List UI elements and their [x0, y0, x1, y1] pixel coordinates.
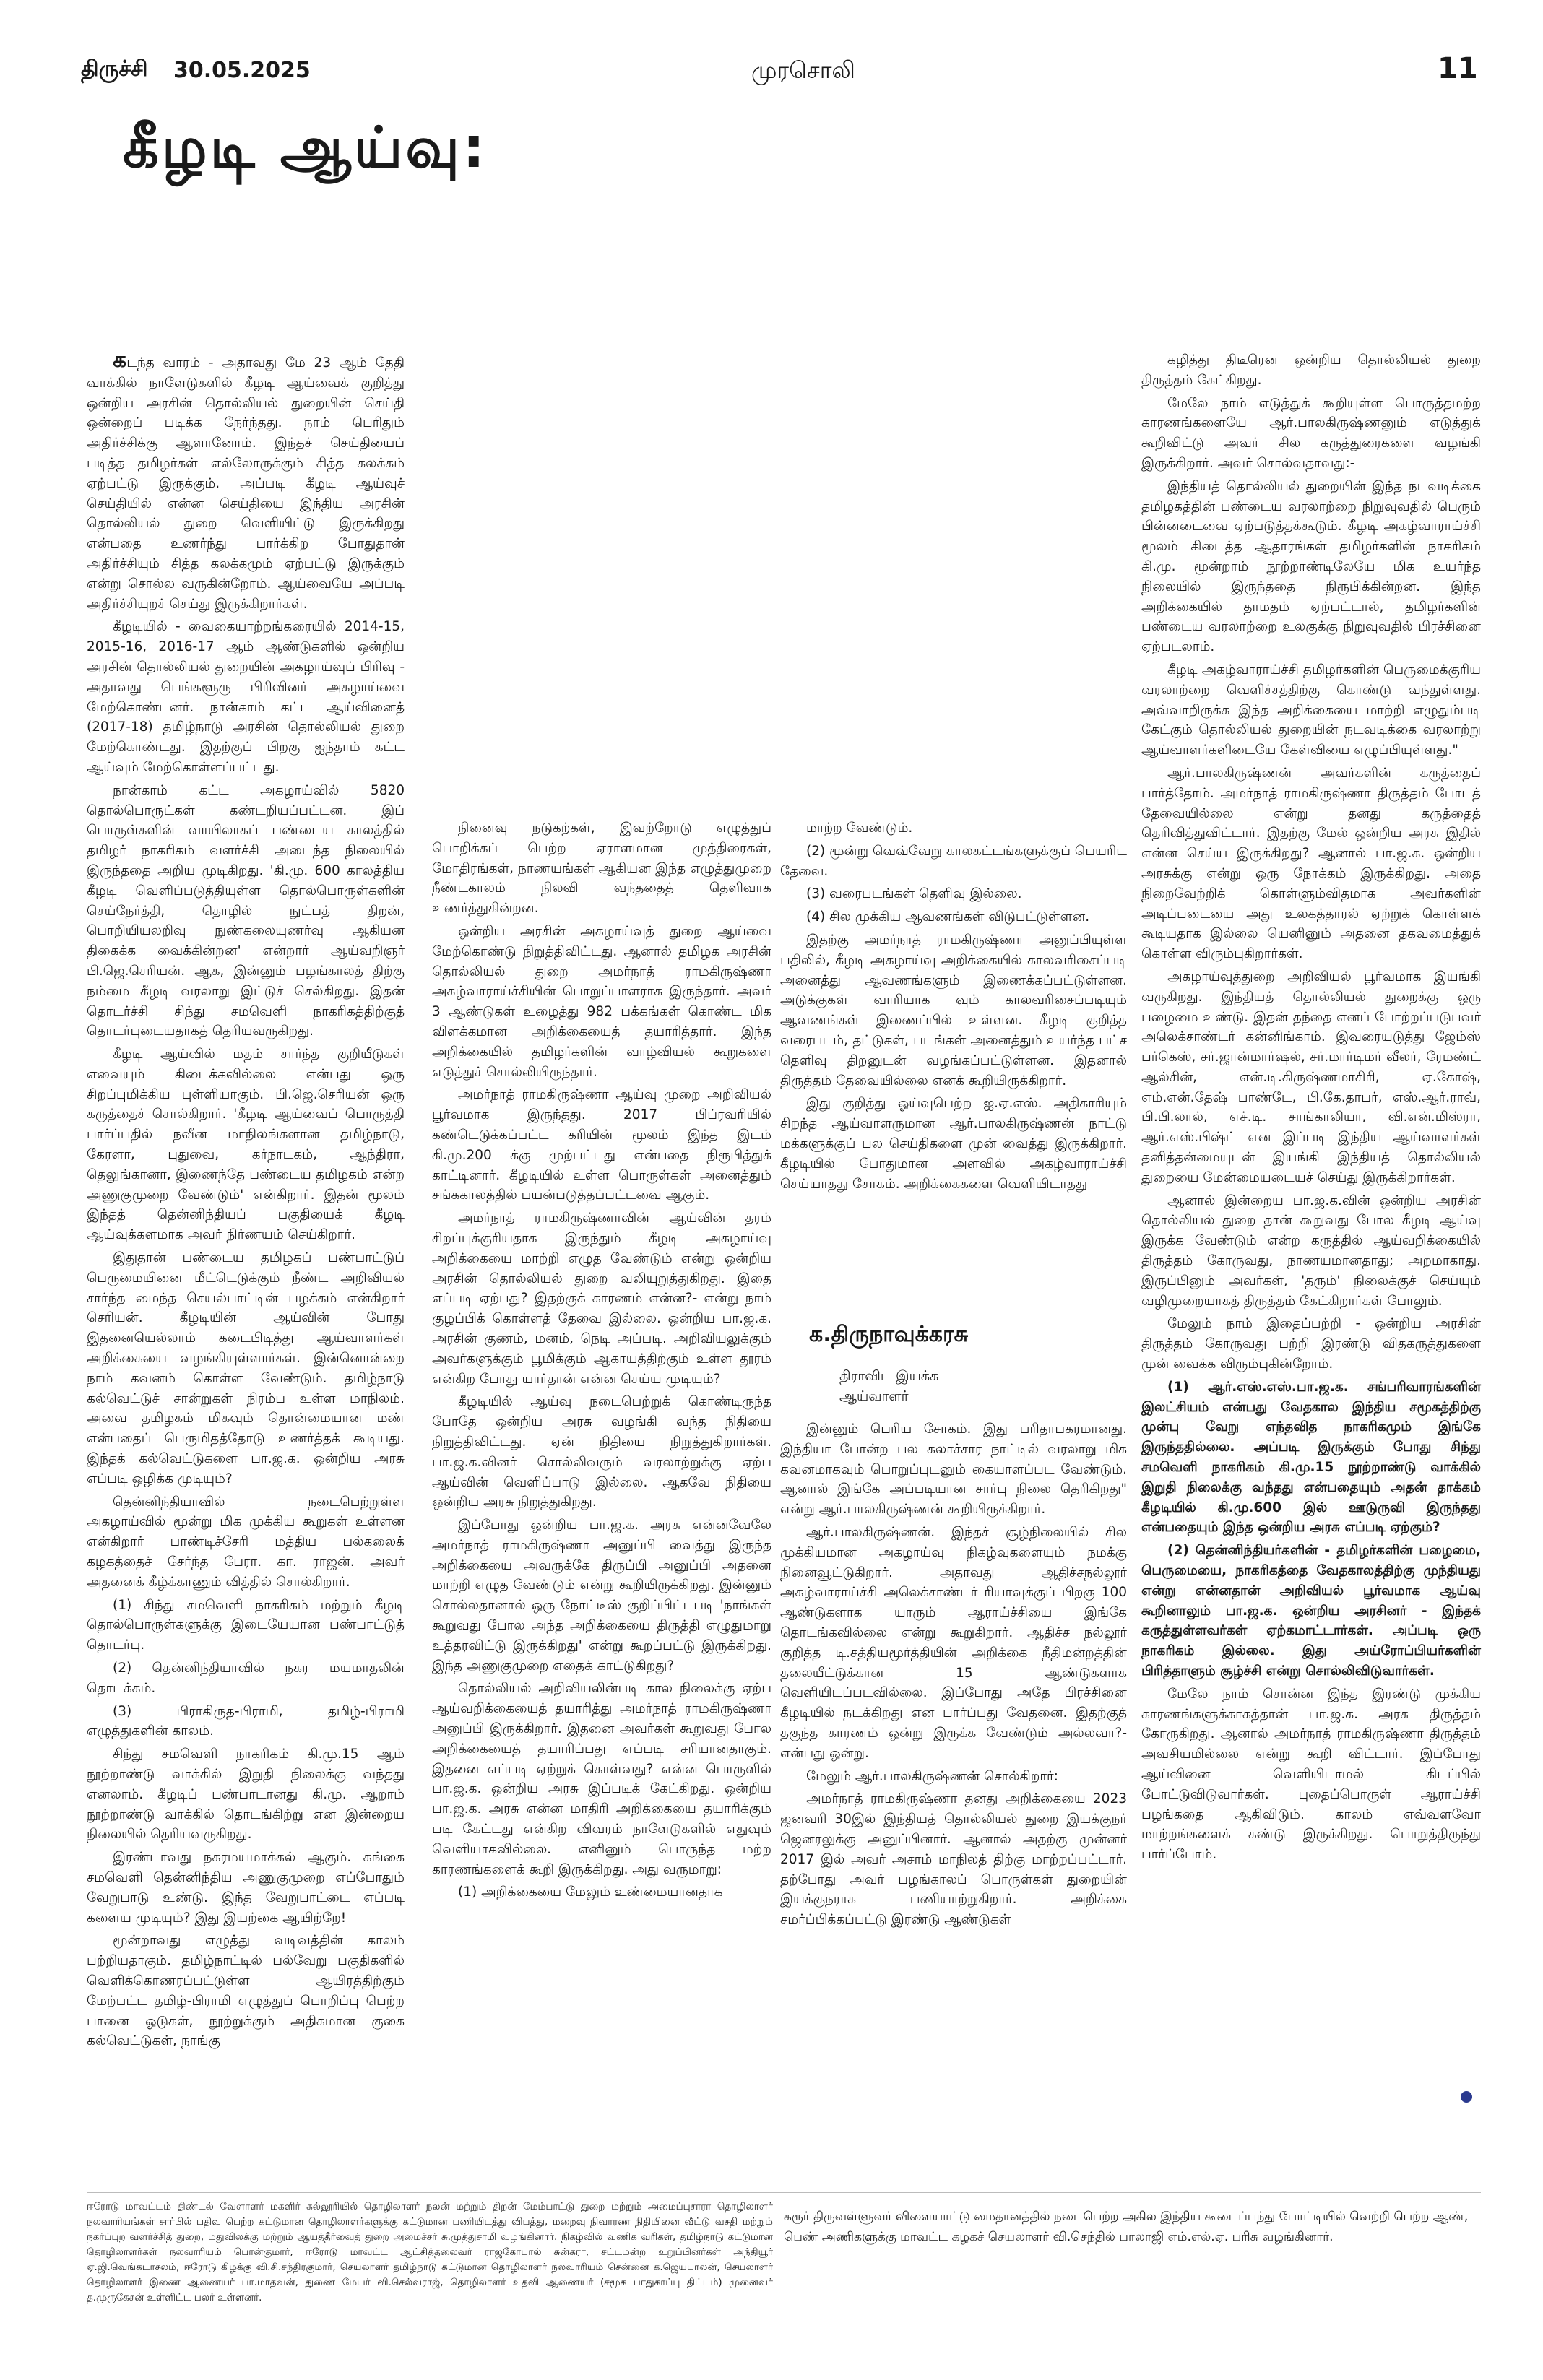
article-end-mark: [1461, 2091, 1472, 2103]
article-paragraph: அகழாய்வுத்துறை அறிவியல் பூர்வமாக இயங்கி வருகிறது. இந்தியத் தொல்லியல் துறைக்கு ஒரு பழைமை உண்டு. இதன் தந்தை எனப் போற்றப்படுபவர் அலெக்சாண்டர் கன்னிங்காம். இவரையடுத்து ஜேம்ஸ் பர்கெஸ், சர்.ஜான்மார்ஷல், சர்.மார்டிமர் வீலர், ரேமண்ட் ஆல்சின், என்.டி.கிருஷ்ணமாசிரி, ஏ.கோஷ், எம்.என்.தேஷ் பாண்டே, பி.கே.தாபர், எஸ்.ஆர்.ராவ், பி.பி.லால், எச்.டி. சாங்காலியா, வி.என்.மிஸ்ரா, ஆர்.எஸ்.பிஷ்ட் என இப்படி இந்திய ஆய்வாளர்கள் தனித்தன்மையுடன் இயங்கி இந்தியத் தொல்லியல் துறையை மேன்மையடையச் செய்து இருக்கிறார்கள்.: [1141, 969, 1481, 1185]
article-paragraph: அமர்நாத் ராமகிருஷ்ணாவின் ஆய்வின் தரம் சிறப்புக்குரியதாக இருந்தும் கீழடி அகழாய்வு அறிக்கையை மாற்றி எழுத வேண்டும் என்று ஒன்றிய அரசின் தொல்லியல் துறை வலியுறுத்துகிறது. இதை எப்படி ஏற்பது? இதற்குக் காரணம் என்ன?- என்று நாம் குழப்பிக் கொள்ளத் தேவை இல்லை. ஒன்றிய பா.ஜ.க. அரசின் குணம், மனம், நெடி அப்படி. அறிவியலுக்கும் அவர்களுக்கும் பூமிக்கும் ஆகாயத்திற்கும் உள்ள தூரம் என்கிற போது யார்தான் என்ன செய்ய முடியும்?: [432, 1211, 772, 1387]
article-paragraph: (3) பிராகிருத-பிராமி, தமிழ்-பிராமி எழுத்துகளின் காலம்.: [87, 1703, 405, 1739]
article-column-4: [1141, 350, 1481, 1868]
article-paragraph: ஒன்றிய அரசின் அகழாய்வுத் துறை ஆய்வை மேற்கொண்டு நிறுத்திவிட்டது. ஆனால் தமிழக அரசின் தொல்லியல் துறை அமர்நாத் ராமகிருஷ்ணா அகழ்வாராய்ச்சியின் பொறுப்பாளராக இருந்தார். அவர் 3 ஆண்டுகள் உழைத்து 982 பக்கங்கள் கொண்ட மிக விளக்கமான அறிக்கையைத் தயாரித்தார். இந்த அறிக்கையில் தமிழர்களின் வாழ்வியல் கூறுகளை எடுத்துச் சொல்லியிருந்தார்.: [432, 923, 772, 1080]
article-paragraph: கீழடி அகழ்வாராய்ச்சி தமிழர்களின் பெருமைக்குரிய வரலாற்றை வெளிச்சத்திற்கு கொண்டு வந்துள்ளது. அவ்வாறிருக்க இந்த அறிக்கையை மாற்றி எழுதும்படி கேட்கும் தொல்லியல் துறையின் நடவடிக்கை வரலாற்று ஆய்வாளர்களிடையே கேள்வியை எழுப்பியுள்ளது.": [1141, 662, 1481, 758]
article-paragraph: (2) தென்னிந்தியாவில் நகர மயமாதலின் தொடக்கம்.: [87, 1661, 405, 1696]
article-paragraph: மேலே நாம் சொன்ன இந்த இரண்டு முக்கிய காரணங்களுக்காகத்தான் பா.ஜ.க. அரசு திருத்தம் கோருகிறது. ஆனால் அமர்நாத் ராமகிருஷ்ணா திருத்தம் அவசியமில்லை என்று கூறி விட்டார். இப்போது ஆய்வினை வெளியிடாமல் கிடப்பில் போட்டுவிடுவார்கள். புதைப்பொருள் ஆராய்ச்சி பழங்கதை ஆகிவிடும். காலம் எவ்வளவோ மாற்றங்களைக் கண்டு இருக்கிறது. பொறுத்திருந்து பார்ப்போம்.: [1141, 1686, 1481, 1863]
article-paragraph: நான்காம் கட்ட அகழாய்வில் 5820 தொல்பொருட்கள் கண்டறியப்பட்டன. இப் பொருள்களின் வாயிலாகப் பண்டைய காலத்தில் தமிழர் நாகரிகம் வளர்ச்சி அடைந்த நிலையில் இருந்ததை அறிய முடிகிறது. 'கி.மு. 600 காலத்திய கீழடி வெளிப்படுத்தியுள்ள தொல்பொருள்களின் செய்நேர்த்தி, தொழில் நுட்பத் திறன், பொறியியலறிவு நுண்கலையுணர்வு ஆகியன திகைக்க வைக்கின்றன' என்றார் ஆய்வறிஞர் பி.ஜெ.செரியன். ஆக, இன்னும் பழங்காலத் திற்கு நம்மை கீழடி வரலாறு இட்டுச் செல்கிறது. இதன் தொடர்ச்சி சிந்து சமவெளி நாகரிகத்திற்குத் தொடர்புடையதாகத் தெரியவருகிறது.: [87, 782, 405, 1039]
article-paragraph: மூன்றாவது எழுத்து வடிவத்தின் காலம் பற்றியதாகும். தமிழ்நாட்டில் பல்வேறு பகுதிகளில் வெளிக்கொணரப்பட்டுள்ள ஆயிரத்திற்கும் மேற்பட்ட தமிழ்-பிராமி எழுத்துப் பொறிப்பு பெற்ற பானை ஓடுகள், நூற்றுக்கும் அதிகமான குகை கல்வெட்டுகள், நாங்கு: [87, 1933, 405, 2049]
masthead-paper-name: முரசொலி: [751, 56, 855, 84]
masthead-date: 30.05.2025: [173, 58, 311, 83]
article-paragraph: (2) மூன்று வெவ்வேறு காலகட்டங்களுக்குப் பெயரிட தேவை.: [780, 843, 1127, 879]
article-paragraph: கீழடியில் - வைகையாற்றங்கரையில் 2014-15, 2015-16, 2016-17 ஆம் ஆண்டுகளில் ஒன்றிய அரசின் தொல்லியல் துறையின் அகழாய்வுப் பிரிவு - அதாவது பெங்களூரு பிரிவினர் அகழாய்வை மேற்கொண்டனர். நான்காம் கட்ட ஆய்வினைத் (2017-18) தமிழ்நாடு அரசின் தொல்லியல் துறை மேற்கொண்டது. இதற்குப் பிறகு ஐந்தாம் கட்ட ஆய்வும் மேற்கொள்ளப்பட்டது.: [87, 619, 405, 775]
author-role: [839, 1366, 1112, 1406]
article-paragraph: ஆனால் இன்றைய பா.ஜ.க.வின் ஒன்றிய அரசின் தொல்லியல் துறை தான் கூறுவது போல கீழடி ஆய்வு இருக்க வேண்டும் என்ற கருத்தில் ஆய்வறிக்கையில் திருத்தம் கோருவது, நாணயமானதாது; அறமாகாது. இருப்பினும் அவர்கள், 'தரும்' நிலைக்குச் செய்யும் வழிமுறையாகத் திருத்தம் கேட்கிறார்கள் போலும்.: [1141, 1193, 1481, 1309]
article-paragraph: அமர்நாத் ராமகிருஷ்ணா தனது அறிக்கையை 2023 ஜனவரி 30இல் இந்தியத் தொல்லியல் துறை இயக்குநர் ஜெனரலுக்கு அனுப்பினார். ஆனால் அதற்கு முன்னர் 2017 இல் அவர் அசாம் மாநிலத் திற்கு மாற்றப்பட்டார். தற்போது அவர் பழங்காலப் பொருள்கள் துறையின் இயக்குநராக பணியாற்றுகிறார். அறிக்கை சமர்ப்பிக்கப்பட்டு இரண்டு ஆண்டுகள்: [780, 1791, 1127, 1928]
article-paragraph: கழித்து திடீரென ஒன்றிய தொல்லியல் துறை திருத்தம் கேட்கிறது.: [1141, 352, 1481, 388]
article-paragraph: (1) ஆர்.எஸ்.எஸ்.பா.ஜ.க. சங்பரிவாரங்களின் இலட்சியம் என்பது வேதகால இந்திய சமூகத்திற்கு முன்பு வேறு எந்தவித நாகரிகமும் இங்கே இருந்ததில்லை. அப்படி இருக்கும் போது சிந்து சமவெளி நாகரிகம் கி.மு.15 நூற்றாண்டு வாக்கில் இறுதி நிலைக்கு வந்தது என்பதையும் அதன் தாக்கம் கீழடியில் கி.மு.600 இல் ஊடுருவி இருந்தது என்பதையும் இந்த ஒன்றிய அரசு எப்படி ஏற்கும்?: [1141, 1379, 1481, 1536]
article-paragraph: கடந்த வாரம் - அதாவது மே 23 ஆம் தேதி வாக்கில் நாளேடுகளில் கீழடி ஆய்வைக் குறித்து ஒன்றிய அரசின் தொல்லியல் துறையின் செய்தி ஒன்றைப் படிக்க நேர்ந்தது. நாம் பெரிதும் அதிர்ச்சிக்கு ஆளானோம். இந்தச் செய்தியைப் படித்த தமிழர்கள் எல்லோருக்கும் சித்த கலக்கம் ஏற்பட்டு இருக்கும். அப்படி கீழடி ஆய்வுச் செய்தியில் என்ன செய்தியை இந்திய அரசின் தொல்லியல் துறை வெளியிட்டு இருக்கிறது என்பதை உணர்ந்து பார்க்கிற போதுதான் அதிர்ச்சியும் சித்த கலக்கமும் ஏற்பட்டு இருக்கும் என்று சொல்ல வருகின்றோம். ஆய்வையே அப்படி அதிர்ச்சியுறச் செய்து இருக்கிறார்கள்.: [87, 347, 405, 612]
article-column-2: [432, 818, 772, 1905]
author-role-line-1: திராவிட இயக்க: [839, 1368, 939, 1384]
article-paragraph: இந்தியத் தொல்லியல் துறையின் இந்த நடவடிக்கை தமிழகத்தின் பண்டைய வரலாற்றை நிறுவுவதில் பெரும் பின்னடைவை ஏற்படுத்தக்கூடும். கீழடி அகழ்வாராய்ச்சி மூலம் கிடைத்த ஆதாரங்கள் தமிழர்களின் நாகரிகம் கி.மு. மூன்றாம் நூற்றாண்டிலேயே மிக உயர்ந்த நிலையில் இருந்ததை நிரூபிக்கின்றன. இந்த அறிக்கையில் தாமதம் ஏற்பட்டால், தமிழர்களின் பண்டைய வரலாற்றை உலகுக்கு நிறுவுவதில் பிரச்சினை ஏற்படலாம்.: [1141, 478, 1481, 655]
article-paragraph: மேலே நாம் எடுத்துக் கூறியுள்ள பொருத்தமற்ற காரணங்களையே ஆர்.பாலகிருஷ்ணனும் எடுத்துக் கூறிவிட்டு அவர் சில கருத்துரைகளை வழங்கி இருக்கிறார். அவர் சொல்வதாவது:-: [1141, 395, 1481, 471]
article-paragraph: கீழடியில் ஆய்வு நடைபெற்றுக் கொண்டிருந்த போதே ஒன்றிய அரசு வழங்கி வந்த நிதியை நிறுத்திவிட்டது. ஏன் நிதியை நிறுத்துகிறார்கள். பா.ஜ.க.வினர் சொல்லிவரும் வரலாற்றுக்கு ஏற்ப ஆய்வின் வெளிப்பாடு இல்லை. ஆகவே நிதியை ஒன்றிய அரசு நிறுத்துகிறது.: [432, 1394, 772, 1510]
article-paragraph: இதற்கு அமர்நாத் ராமகிருஷ்ணா அனுப்பியுள்ள பதிலில், கீழடி அகழாய்வு அறிக்கையில் காலவரிசைப்படி அனைத்து ஆவணங்களும் இணைக்கப்பட்டுள்ளன. அடுக்குகள் வாரியாக வும் காலவரிசைப்படியும் ஆவணங்கள் இணைப்பில் உள்ளன. கீழடி குறித்த வரைபடம், தட்டுகள், படங்கள் அனைத்தும் உயர்ந்த பட்ச தெளிவு திறனுடன் வழங்கப்பட்டுள்ளன. இதனால் திருத்தம் தேவையில்லை எனக் கூறியிருக்கிறார்.: [780, 932, 1127, 1089]
article-paragraph: இதுதான் பண்டைய தமிழகப் பண்பாட்டுப் பெருமையினை மீட்டெடுக்கும் நீண்ட அறிவியல் சார்ந்த மைந்த செயல்பாட்டின் பழக்கம் என்கிறார் செரியன். கீழடியின் ஆய்வின் போது இதனையெல்லாம் கடைபிடித்து ஆய்வாளர்கள் அறிக்கையை வழங்கியுள்ளார்கள். இன்னொன்றை நாம் கவனம் கொள்ள வேண்டும். தமிழ்நாடு கல்வெட்டுச் சான்றுகள் நிரம்ப உள்ள மாநிலம். அவை தமிழகம் மிகவும் தொன்மையான மண் என்பதைப் பெருமிதத்தோடு உணர்த்தக் கூடியது. இந்தக் கல்வெட்டுகளை பா.ஜ.க. ஒன்றிய அரசு எப்படி ஒழிக்க முடியும்?: [87, 1250, 405, 1487]
article-paragraph: (3) வரைபடங்கள் தெளிவு இல்லை.: [806, 886, 1022, 902]
masthead-city: திருச்சி: [81, 56, 148, 82]
article-headline: கீழடி ஆய்வு:: [123, 116, 488, 181]
article-paragraph: சிந்து சமவெளி நாகரிகம் கி.மு.15 ஆம் நூற்றாண்டு வாக்கில் இறுதி நிலைக்கு வந்தது எனலாம். கீழடிப் பண்பாடானது கி.மு. ஆறாம் நூற்றாண்டு வாக்கில் தொடங்கிற்று என இன்றைய நிலையில் தெரியவருகிறது.: [87, 1747, 405, 1843]
footer-caption-left: ஈரோடு மாவட்டம் திண்டல் வேளாளர் மகளிர் கல்லூரியில் தொழிலாளர் நலன் மற்றும் திறன் மேம்பாட்டு துறை மற்றும் அமைப்புசாரா தொழிலாளர் நலவாரியங்கள் சார்பில் பதிவு பெற்ற கட்டுமான தொழிலாளர்களுக்கு கட்டுமான பணியிடத்து விபத்து, மறைவு நிவாரண நிதியினை வீட்டு வசதி மற்றும் நகர்ப்புற வளர்ச்சித் துறை, மதுவிலக்கு மற்றும் ஆயத்தீர்வைத் துறை அமைச்சர் சு.முத்துசாமி வழங்கினார். நிகழ்வில் வணிக வரிகள், தமிழ்நாடு கட்டுமான தொழிலாளர்கள் நலவாரியம் பொன்குமார், ஈரோடு மாவட்ட ஆட்சித்தலைவர் ராஜகோபால் சுன்கரா, சட்டமன்ற உறுப்பினர்கள் அந்தியூர் ஏ.ஜி.வெங்கடாசலம், ஈரோடு கிழக்கு வி.சி.சந்திரகுமார், செயலாளர் தமிழ்நாடு கட்டுமான தொழிலாளர் நலவாரியம் சென்னை க.ஜெயபாலன், செயலாளர் தொழிலாளர் இணை ஆணையர் பா.மாதவன், துணை மேயர் வி.செல்வராஜ், தொழிலாளர் உதவி ஆணையர் (சமூக பாதுகாப்பு திட்டம்) முனைவர் த.முருகேசன் உள்ளிட்ட பலர் உள்ளனர்.: [87, 2201, 773, 2303]
article-paragraph: கீழடி ஆய்வில் மதம் சார்ந்த குறியீடுகள் எவையும் கிடைக்கவில்லை என்பது ஒரு சிறப்புமிக்கிய புள்ளியாகும். பி.ஜெ.செரியன் ஒரு கருத்தைச் சொல்கிறார். 'கீழடி ஆய்வைப் பொருத்தி பார்ப்பதில் நவீன மாநிலங்களான தமிழ்நாடு, கேரளா, புதுவை, கர்நாடகம், ஆந்திரா, தெலுங்கானா, இணைந்தே பண்டைய தமிழகம் என்ற அணுகுமுறை வேண்டும்' என்கிறார். இதன் மூலம் இந்தத் தென்னிந்தியப் பகுதியைக் கீழடி ஆய்வுக்களமாக அவர் நிர்ணயம் செய்கிறார்.: [87, 1047, 405, 1243]
article-paragraph: தென்னிந்தியாவில் நடைபெற்றுள்ள அகழாய்வில் மூன்று மிக முக்கிய கூறுகள் உள்ளன என்கிறார் பாண்டிச்சேரி மத்திய பல்கலைக் கழகத்தைச் சேர்ந்த பேரா. கா. ராஜன். அவர் அதனைக் கீழ்க்காணும் வித்தில் சொல்கிறார்.: [87, 1494, 405, 1590]
author-role-line-2: ஆய்வாளர்: [839, 1388, 909, 1404]
article-paragraph: தொல்லியல் அறிவியலின்படி கால நிலைக்கு ஏற்ப ஆய்வறிக்கையைத் தயாரித்து அமர்நாத் ராமகிருஷ்ணா அனுப்பி இருக்கிறார். இதனை அவர்கள் கூறுவது போல அறிக்கையைத் தயாரிப்பது எப்படி சரியானதாகும். இதனை எப்படி ஏற்றுக் கொள்வது? என்ன பொருளில் பா.ஜ.க. ஒன்றிய அரசு இப்படிக் கேட்கிறது. ஒன்றிய பா.ஜ.க. அரசு என்ன மாதிரி அறிக்கையை தயாரிக்கும் படி கேட்டது என்கிற விவரம் நாளேடுகளில் எதுவும் வெளியாகவில்லை. எனினும் பொருந்த மற்ற காரணங்களைக் கூறி இருக்கிறது. அது வருமாறு:: [432, 1681, 772, 1877]
article-paragraph: இப்போது ஒன்றிய பா.ஜ.க. அரசு என்னவேலே அமர்நாத் ராமகிருஷ்ணா அனுப்பி வைத்து இருந்த அறிக்கையை அவருக்கே திருப்பி அனுப்பி அதனை மாற்றி எழுத வேண்டும் என்று கூறியிருக்கிறது. இன்னும் சொல்லதானால் ஒரு நோட்டீஸ் குறிப்பிட்டபடி 'நாங்கள் கூறுவது போல அந்த அறிக்கையை திருத்தி எழுதுமாறு உத்தரவிட்டு இருக்கிறது' என்று கூறப்பட்டு இருக்கிறது. இந்த அணுகுமுறை எதைக் காட்டுகிறது?: [432, 1518, 772, 1674]
footer-caption-right: கரூர் திருவள்ளுவர் விளையாட்டு மைதானத்தில் நடைபெற்ற அகில இந்திய கூடைப்பந்து போட்டியில் வெற்றி பெற்ற ஆண், பெண் அணிகளுக்கு மாவட்ட கழகச் செயலாளர் வி.செந்தில் பாலாஜி எம்.எல்.ஏ. பரிசு வழங்கினார்.: [784, 2210, 1469, 2244]
article-paragraph: ஆர்.பாலகிருஷ்ணன். இந்தச் சூழ்நிலையில் சில முக்கியமான அகழாய்வு நிகழ்வுகளையும் நமக்கு நினைவூட்டுகிறார். அதாவது ஆதிச்சநல்லூர் அகழ்வாராய்ச்சி அலெக்சாண்டர் ரியாவுக்குப் பிறகு 100 ஆண்டுகளாக யாரும் ஆராய்ச்சியை இங்கே தொடங்கவில்லை என்று கூறுகிறார். ஆதிச்ச நல்லூர் குறித்த டி.சத்தியமூர்த்தியின் அறிக்கை நீதிமன்றத்தின் தலையீட்டுக்கான 15 ஆண்டுகளாக வெளியிடப்படவில்லை. இப்போது அதே பிரச்சினை கீழடியில் நடக்கிறது என பார்ப்பது வேதனை. இதற்குத் தகுந்த காரணம் ஒன்று இருக்க வேண்டும் அல்லவா?-என்பது ஒன்று.: [780, 1524, 1127, 1761]
article-paragraph: (1) சிந்து சமவெளி நாகரிகம் மற்றும் கீழடி தொல்பொருள்களுக்கு இடையேயான பண்பாட்டுத் தொடர்பு.: [87, 1597, 405, 1653]
article-column-3: [780, 818, 1127, 1197]
article-paragraph: நினைவு நடுகற்கள், இவற்றோடு எழுத்துப் பொறிக்கப் பெற்ற ஏராளமான முத்திரைகள், மோதிரங்கள், நாணயங்கள் ஆகியன இந்த எழுத்துமுறை நீண்டகாலம் நிலவி வந்ததைத் தெளிவாக உணர்த்துகின்றன.: [432, 821, 772, 917]
article-paragraph: ஆர்.பாலகிருஷ்ணன் அவர்களின் கருத்தைப் பார்த்தோம். அமர்நாத் ராமகிருஷ்ணா திருத்தம் போடத் தேவையில்லை என்று தனது கருத்தைத் தெரிவித்துவிட்டார். இதற்கு மேல் ஒன்றிய அரசு இதில் என்ன செய்ய இருக்கிறது? ஆனால் பா.ஜ.க. ஒன்றிய அரசுக்கு என்று ஒரு நோக்கம் இருக்கிறது. அதை நிறைவேற்றிக் கொள்ளும்விதமாக அவர்களின் அடிப்படையை அது உலகத்தாரல் ஏற்றுக் கொள்ளக் கூடியதாக இல்லை யெனினும் அதனை தகவமைத்துக் கொள்ள விரும்புகிறார்கள்.: [1141, 765, 1481, 962]
article-column-1: [87, 347, 405, 2054]
footer-divider: [87, 2192, 1481, 2193]
article-paragraph: (4) சில முக்கிய ஆவணங்கள் விடுபட்டுள்ளன.: [806, 909, 1090, 925]
article-paragraph: இன்னும் பெரிய சோகம். இது பரிதாபகரமானது. இந்தியா போன்ற பல கலாச்சார நாட்டில் வரலாறு மிக கவனமாகவும் பொறுப்புடனும் கையாளப்பட வேண்டும். ஆனால் இங்கே அப்படியான சார்பு நிலை தெரிகிறது" என்று ஆர்.பாலகிருஷ்ணன் கூறியிருக்கிறார்.: [780, 1421, 1127, 1518]
author-name: க.திருநாவுக்கரசு: [809, 1322, 969, 1347]
page-number: 11: [1438, 52, 1478, 85]
article-paragraph: மேலும் ஆர்.பாலகிருஷ்ணன் சொல்கிறார்:: [806, 1768, 1058, 1784]
article-paragraph: மாற்ற வேண்டும்.: [806, 821, 913, 836]
article-paragraph: (2) தென்னிந்தியர்களின் - தமிழர்களின் பழைமை, பெருமையை, நாகரிகத்தை வேதகாலத்திற்கு முந்தியது என்று என்னதான் அறிவியல் பூர்வமாக ஆய்வு கூறினாலும் பா.ஜ.க. ஒன்றிய அரசினர் - இந்தக் கருத்துள்ளவர்கள் ஏற்கமாட்டார்கள். அப்படி ஒரு நாகரிகம் இல்லை. இது அய்ரோப்பியர்களின் பிரித்தாளும் சூழ்ச்சி என்று சொல்லிவிடுவார்கள்.: [1141, 1543, 1481, 1679]
masthead: [0, 0, 1543, 85]
article-paragraph: அமர்நாத் ராமகிருஷ்ணா ஆய்வு முறை அறிவியல் பூர்வமாக இருந்தது. 2017 பிப்ரவரியில் கண்டெடுக்கப்பட்ட கரியின் மூலம் இந்த இடம் கி.மு.200 க்கு முற்பட்டது என்பதை நிரூபித்துக் காட்டினார். கீழடியில் உள்ள பொருள்கள் அனைத்தும் சங்ககாலத்தில் பயன்படுத்தப்பட்டவை ஆகும்.: [432, 1087, 772, 1203]
article-paragraph: இது குறித்து ஓய்வுபெற்ற ஐ.ஏ.எஸ். அதிகாரியும் சிறந்த ஆய்வாளருமான ஆர்.பாலகிருஷ்ணன் நாட்டு மக்களுக்குப் பல செய்திகளை முன் வைத்து இருக்கிறார். கீழடியில் போதுமான அளவில் அகழ்வாராய்ச்சி செய்யாதது சோகம். அறிக்கைகளை வெளியிடாதது: [780, 1096, 1127, 1192]
article-paragraph: மேலும் நாம் இதைப்பற்றி - ஒன்றிய அரசின் திருத்தம் கோருவது பற்றி இரண்டு விதகருத்துகளை முன் வைக்க விரும்புகின்றோம்.: [1141, 1316, 1481, 1372]
author-byline: [809, 1322, 1112, 1406]
article-paragraph: (1) அறிக்கையை மேலும் உண்மையானதாக: [458, 1884, 723, 1900]
article-paragraph: இரண்டாவது நகரமயமாக்கல் ஆகும். கங்கை சமவெளி தென்னிந்திய அணுகுமுறை எப்போதும் வேறுபாடு உண்டு. இந்த வேறுபாட்டை எப்படி களைய முடியும்? இது இயற்கை ஆயிற்றே!: [87, 1850, 405, 1926]
article-column-3-continued: [780, 1419, 1127, 1933]
